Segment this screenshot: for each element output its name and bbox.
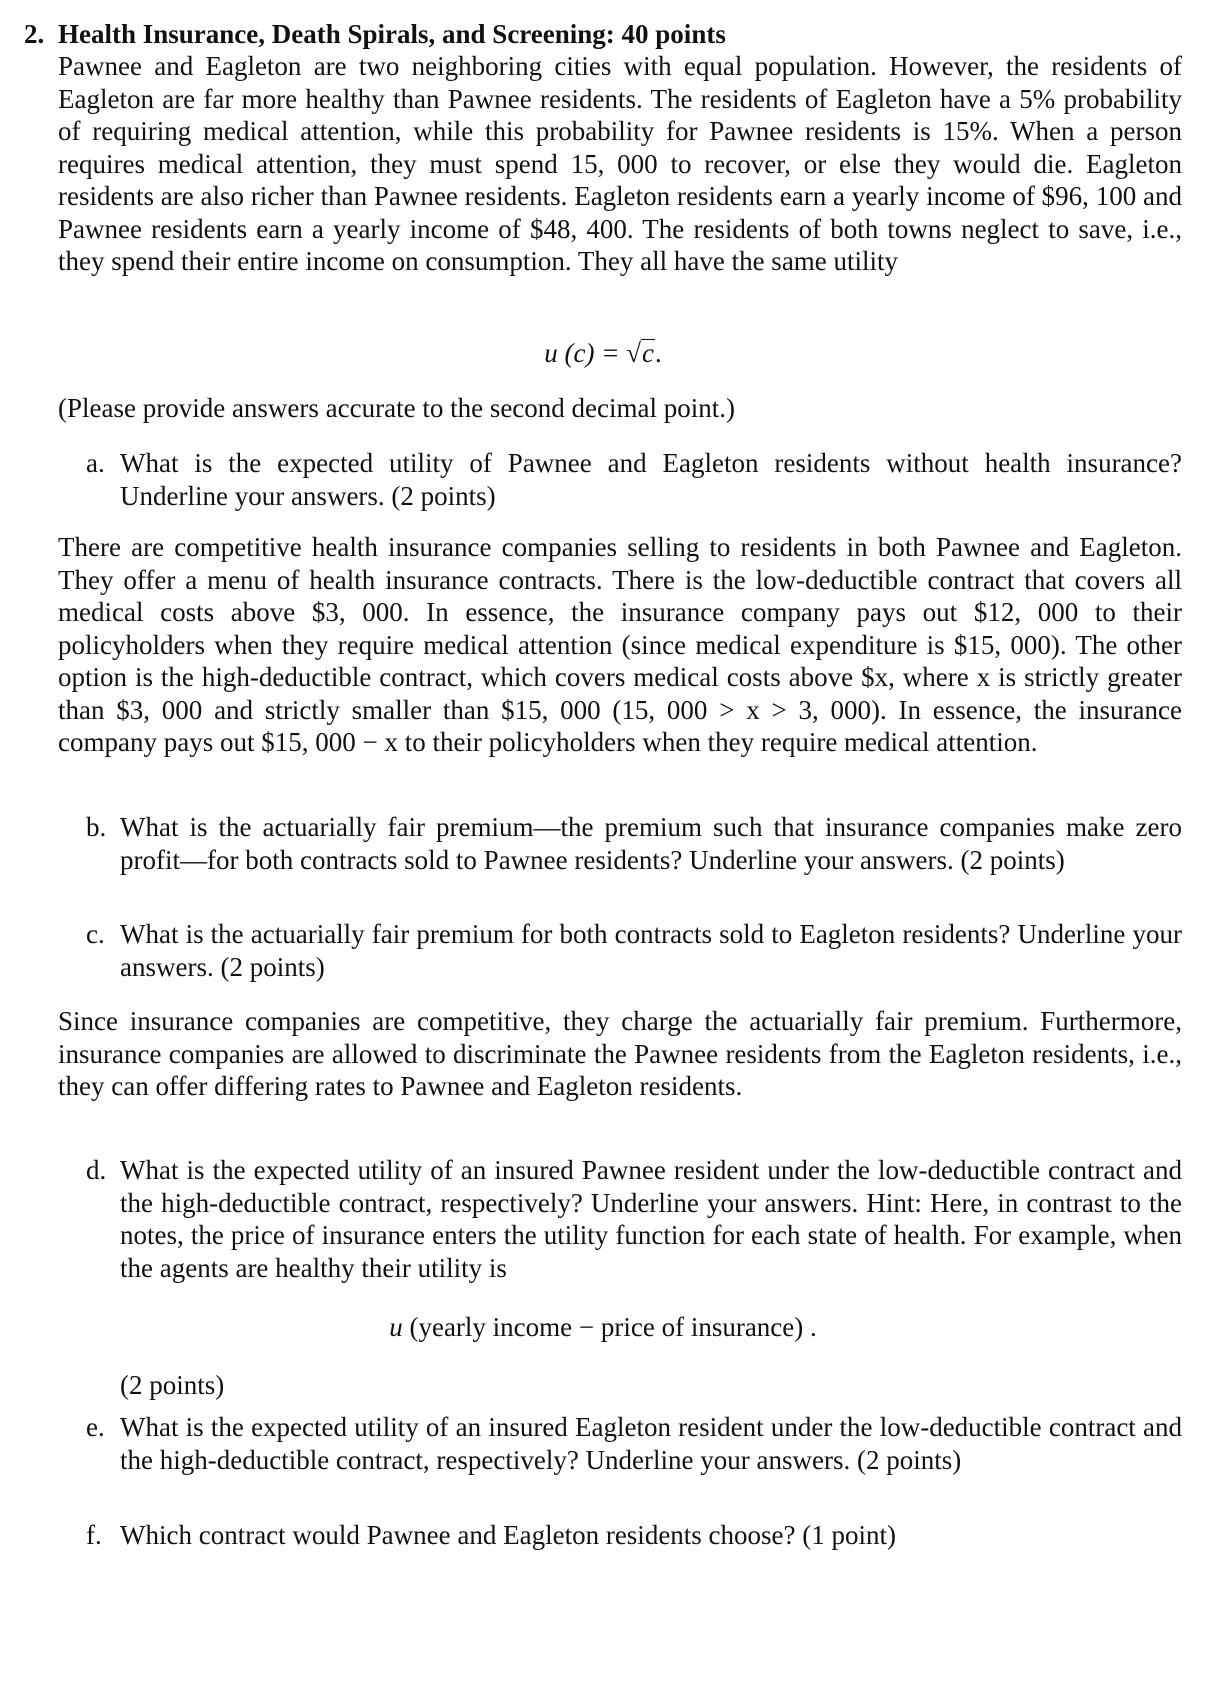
- question-f-label: f.: [86, 1520, 102, 1550]
- question-c: [86, 918, 1182, 983]
- question-b-label: b.: [86, 812, 107, 842]
- question-e: [86, 1411, 1182, 1476]
- question-a-label: a.: [86, 448, 105, 478]
- question-title: Health Insurance, Death Spirals, and Screening: 40 points: [58, 19, 726, 49]
- sqrt-radicand: c: [642, 338, 654, 368]
- sqrt-symbol-group: [626, 337, 655, 370]
- question-b: [86, 811, 1182, 876]
- question-e-text: What is the expected utility of an insured Eagleton resident under the low-deductible contract and the high-deductible contract, respectively? Underline your answers. (2 points): [120, 1412, 1182, 1475]
- question-f-text: Which contract would Pawnee and Eagleton residents choose? (1 point): [120, 1520, 896, 1550]
- question-d-text: What is the expected utility of an insured Pawnee resident under the low-deductible contract and the high-deductible contract, respectively? Underline your answers. Hint: Here, in contrast to the notes, the price of insurance enters the utility function for each state of health. For example, when the agents are healthy their utility is: [120, 1155, 1182, 1283]
- question-a-text: What is the expected utility of Pawnee and Eagleton residents without health insurance? Underline your answers. (2 points): [120, 448, 1182, 511]
- question-b-text: What is the actuarially fair premium—the premium such that insurance companies make zero profit—for both contracts sold to Pawnee residents? Underline your answers. (2 points): [120, 812, 1182, 875]
- question-c-label: c.: [86, 919, 105, 949]
- question-d-points-row: [86, 1369, 1182, 1402]
- utility-formula-lhs: u (c) =: [544, 338, 627, 368]
- question-a: [86, 447, 1182, 512]
- contracts-paragraph: There are competitive health insurance companies selling to residents in both Pawnee and Eagleton. They offer a menu of health insurance contracts. There is the low-deductible contract that covers all medical costs above $3, 000. In essence, the insurance company pays out $12, 000 to their policyholders when they require medical attention (since medical expenditure is $15, 000). The other option is the high-deductible contract, which covers medical costs above $x, where x is strictly greater than $3, 000 and strictly smaller than $15, 000 (15, 000 > x > 3, 000). In essence, the insurance company pays out $15, 000 − x to their policyholders when they require medical attention.: [58, 532, 1182, 757]
- healthy-utility-formula: [0, 1311, 1206, 1344]
- question-c-text: What is the actuarially fair premium for both contracts sold to Eagleton residents? Underline your answers. (2 points): [120, 919, 1182, 982]
- healthy-utility-argument: (yearly income − price of insurance) .: [402, 1312, 817, 1342]
- question-heading: [24, 18, 1184, 51]
- question-d: [86, 1154, 1182, 1284]
- competitive-paragraph: Since insurance companies are competitive, they charge the actuarially fair premium. Furthermore, insurance companies are allowed to discriminate the Pawnee residents from the Eagleton residents, i.e., they can offer differing rates to Pawnee and Eagleton residents.: [58, 1006, 1182, 1101]
- intro-paragraph: Pawnee and Eagleton are two neighboring cities with equal population. However, the residents of Eagleton are far more healthy than Pawnee residents. The residents of Eagleton have a 5% probability of requiring medical attention, while this probability for Pawnee residents is 15%. When a person requires medical attention, they must spend 15, 000 to recover, or else they would die. Eagleton residents are also richer than Pawnee residents. Eagleton residents earn a yearly income of $96, 100 and Pawnee residents earn a yearly income of $48, 400. The residents of both towns neglect to save, i.e., they spend their entire income on consumption. They all have the same utility: [58, 51, 1182, 276]
- question-number: 2.: [24, 19, 45, 49]
- question-d-label: d.: [86, 1155, 107, 1185]
- question-d-points: (2 points): [120, 1370, 225, 1400]
- question-f: [86, 1519, 1182, 1552]
- question-e-label: e.: [86, 1412, 105, 1442]
- utility-formula-end: .: [655, 338, 662, 368]
- healthy-utility-u: u: [389, 1312, 403, 1342]
- sqrt-symbol: √: [626, 338, 642, 368]
- accuracy-note: (Please provide answers accurate to the second decimal point.): [58, 393, 735, 423]
- utility-formula: [0, 337, 1206, 370]
